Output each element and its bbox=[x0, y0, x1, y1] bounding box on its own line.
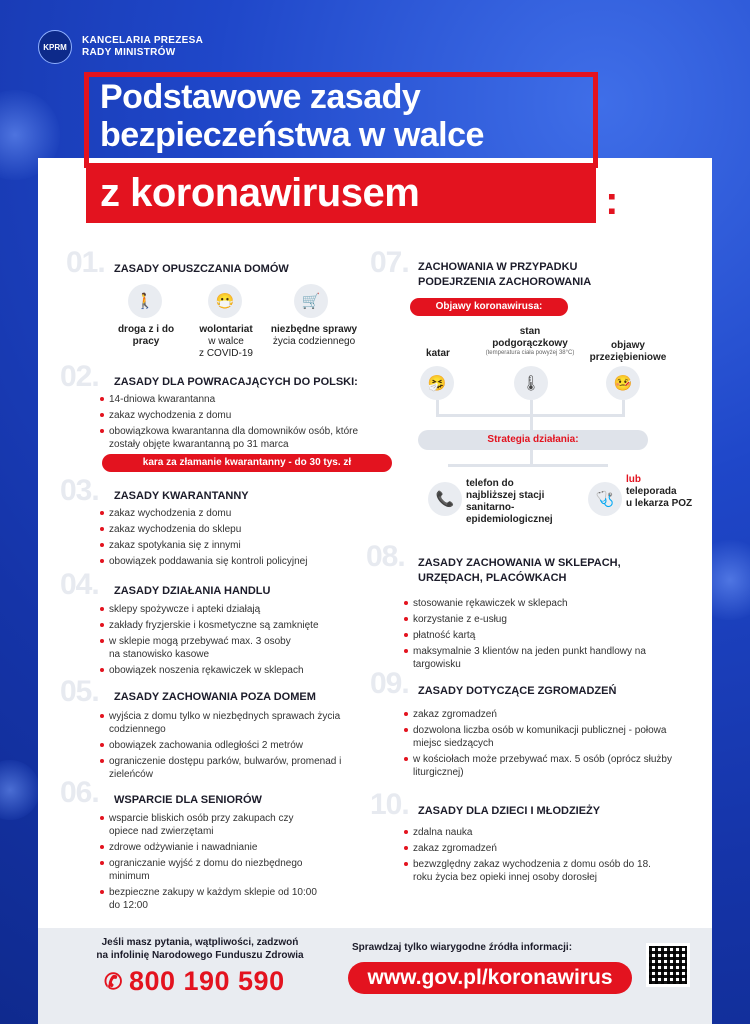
list-item: zdalna nauka bbox=[404, 826, 670, 839]
bullet-list bbox=[404, 708, 680, 782]
list-item: bezpieczne zakupy w każdym sklepie od 10:00 do 12:00 bbox=[100, 886, 320, 912]
brand-line-2: RADY MINISTRÓW bbox=[82, 47, 176, 58]
list-item: obowiązek poddawania się kontroli policyjnej bbox=[100, 555, 368, 568]
option-label: droga z i do pracy bbox=[117, 324, 175, 347]
section-heading: ZASADY DLA POWRACAJĄCYCH DO POLSKI: bbox=[114, 376, 358, 388]
list-item: zakaz wychodzenia z domu bbox=[100, 507, 368, 520]
list-item: płatność kartą bbox=[404, 629, 664, 642]
list-item: zakaz zgromadzeń bbox=[404, 842, 670, 855]
section-heading: ZASADY DZIAŁANIA HANDLU bbox=[114, 585, 271, 597]
list-item: wsparcie bliskich osób przy zakupach czy opiece nad zwierzętami bbox=[100, 812, 320, 838]
section-heading: ZASADY ZACHOWANIA W SKLEPACH, URZĘDACH, PLACÓWKACH bbox=[418, 557, 621, 584]
section-number: 03. bbox=[60, 474, 99, 507]
list-item: ograniczenie dostępu parków, bulwarów, promenad i zieleńców bbox=[100, 755, 362, 781]
action-label: lub teleporada u lekarza POZ bbox=[626, 474, 693, 509]
phone-handset-icon: ✆ bbox=[104, 968, 123, 994]
kprm-badge: KPRM bbox=[38, 30, 72, 64]
list-item: zakaz wychodzenia z domu bbox=[100, 409, 362, 422]
list-item: zakłady fryzjerskie i kosmetyczne są zamknięte bbox=[100, 619, 368, 632]
bullet-list bbox=[404, 826, 670, 887]
section-number: 05. bbox=[60, 675, 99, 708]
products-icon: 🛒 bbox=[294, 284, 328, 318]
list-item: 14-dniowa kwarantanna bbox=[100, 393, 362, 406]
action-label: telefon do najbliższej stacji sanitarno- epidemiologicznej bbox=[466, 478, 553, 525]
section-number: 08. bbox=[366, 540, 405, 573]
bullet-list bbox=[100, 603, 368, 680]
helpline-phone[interactable]: ✆ 800 190 590 bbox=[104, 966, 285, 996]
list-item: ograniczanie wyjść z domu do niezbędnego minimum bbox=[100, 857, 320, 883]
section-number: 04. bbox=[60, 568, 99, 601]
title-colon: : bbox=[605, 179, 618, 223]
section-number: 09. bbox=[370, 667, 409, 700]
thermometer-icon: 🌡 bbox=[514, 366, 548, 400]
list-item: obowiązek zachowania odległości 2 metrów bbox=[100, 739, 362, 752]
qr-code-icon[interactable] bbox=[646, 943, 690, 987]
phone-icon: 📞 bbox=[428, 482, 462, 516]
section-number: 10. bbox=[370, 788, 409, 821]
list-item: bezwzględny zakaz wychodzenia z domu osób do 18. roku życia bez opieki innej osoby dorosłej bbox=[404, 858, 670, 884]
symptom-label: stan podgorączkowy (temperatura ciała powyżej 38°C) bbox=[485, 326, 575, 356]
bullet-list bbox=[404, 597, 664, 674]
bullet-list bbox=[100, 507, 368, 571]
list-item: w sklepie mogą przebywać max. 3 osoby na stanowisko kasowe bbox=[100, 635, 300, 661]
bullet-list bbox=[100, 812, 320, 915]
section-number: 02. bbox=[60, 360, 99, 393]
kprm-logo bbox=[38, 30, 203, 64]
helpline-text: Jeśli masz pytania, wątpliwości, zadzwoń na infolinię Narodowego Funduszu Zdrowia bbox=[96, 937, 304, 961]
list-item: sklepy spożywcze i apteki działają bbox=[100, 603, 368, 616]
brand-line-1: KANCELARIA PREZESA bbox=[82, 35, 204, 46]
list-item: obowiązek noszenia rękawiczek w sklepach bbox=[100, 664, 368, 677]
section-heading: ZASADY OPUSZCZANIA DOMÓW bbox=[114, 263, 289, 275]
list-item: stosowanie rękawiczek w sklepach bbox=[404, 597, 664, 610]
section-number: 07. bbox=[370, 246, 409, 279]
title-line-1: Podstawowe zasady bbox=[100, 78, 421, 116]
sick-person-icon: 🤒 bbox=[606, 366, 640, 400]
walking-person-icon: 🚶 bbox=[128, 284, 162, 318]
strategy-pill: Strategia działania: bbox=[487, 434, 579, 445]
virus-decoration bbox=[0, 760, 40, 820]
list-item: dozwolona liczba osób w komunikacji publicznej - połowa miejsc siedzących bbox=[404, 724, 680, 750]
list-item: zakaz spotykania się z innymi bbox=[100, 539, 368, 552]
masked-face-icon: 😷 bbox=[208, 284, 242, 318]
section-heading: ZASADY DLA DZIECI I MŁODZIEŻY bbox=[418, 805, 601, 817]
list-item: zakaz zgromadzeń bbox=[404, 708, 680, 721]
title-line-3: z koronawirusem bbox=[100, 171, 420, 215]
list-item: obowiązkowa kwarantanna dla domowników osób, które zostały objęte kwarantanną po 31 marca bbox=[100, 425, 362, 451]
list-item: wyjścia z domu tylko w niezbędnych sprawach życia codziennego bbox=[100, 710, 362, 736]
list-item: korzystanie z e-usług bbox=[404, 613, 664, 626]
section-number: 06. bbox=[60, 776, 99, 809]
list-item: maksymalnie 3 klientów na jeden punkt handlowy na targowisku bbox=[404, 645, 664, 671]
list-item: w kościołach może przebywać max. 5 osób (oprócz służby liturgicznej) bbox=[404, 753, 680, 779]
option-label: niezbędne sprawy życia codziennego bbox=[270, 324, 358, 347]
symptom-label: objawy przeziębieniowe bbox=[589, 340, 667, 363]
symptoms-pill: Objawy koronawirusa: bbox=[410, 298, 568, 316]
bullet-list bbox=[100, 710, 362, 784]
list-item: zakaz wychodzenia do sklepu bbox=[100, 523, 368, 536]
section-heading: ZASADY ZACHOWANIA POZA DOMEM bbox=[114, 691, 316, 703]
penalty-badge: kara za złamanie kwarantanny - do 30 tys. zł bbox=[102, 454, 392, 472]
symptom-label: katar bbox=[426, 348, 450, 359]
section-heading: ZASADY DOTYCZĄCE ZGROMADZEŃ bbox=[418, 685, 617, 697]
section-number: 01. bbox=[66, 246, 105, 279]
section-heading: ZASADY KWARANTANNY bbox=[114, 490, 249, 502]
option-label: wolontariat w walce z COVID-19 bbox=[199, 324, 253, 359]
bullet-list bbox=[100, 393, 362, 454]
list-item: zdrowe odżywianie i nawadnianie bbox=[100, 841, 320, 854]
website-link[interactable]: www.gov.pl/koronawirus bbox=[348, 962, 632, 994]
sources-text: Sprawdzaj tylko wiarygodne źródła informacji: bbox=[352, 942, 573, 953]
title-line-2: bezpieczeństwa w walce bbox=[100, 116, 484, 154]
section-heading: WSPARCIE DLA SENIORÓW bbox=[114, 794, 262, 806]
section-heading: ZACHOWANIA W PRZYPADKU PODEJRZENIA ZACHOROWANIA bbox=[418, 261, 592, 288]
stethoscope-icon: 🩺 bbox=[588, 482, 622, 516]
connector-line bbox=[448, 464, 608, 467]
title-highlight bbox=[86, 165, 618, 223]
page-title bbox=[100, 78, 484, 154]
sneezing-icon: 🤧 bbox=[420, 366, 454, 400]
